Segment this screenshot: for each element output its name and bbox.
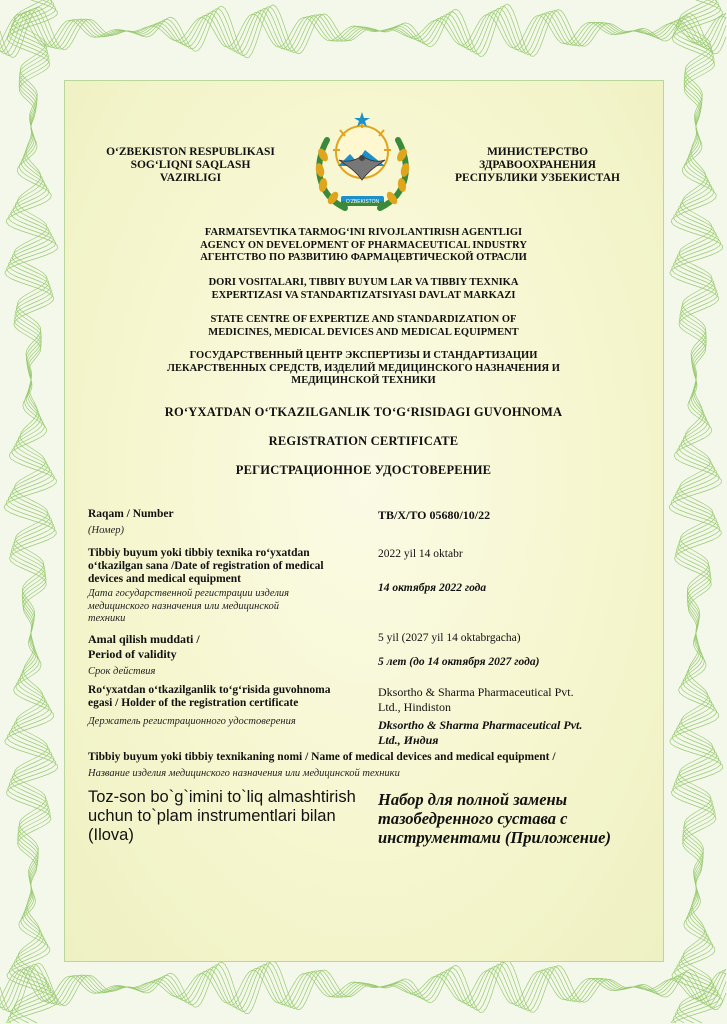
validity-label-line: Period of validity — [88, 647, 177, 661]
centre-uz — [0, 277, 727, 302]
holder-name-line: Dksortho & Sharma Pharmaceutical Pvt. — [378, 685, 574, 699]
ministry-ru — [430, 146, 645, 185]
holder-name-ru — [378, 718, 582, 748]
device-name — [88, 788, 373, 845]
holder-label — [88, 684, 373, 710]
agency-line: AGENCY ON DEVELOPMENT OF PHARMACEUTICAL INDUSTRY — [200, 239, 527, 251]
ministry-uz-line: O‘ZBEKISTON RESPUBLIKASI — [106, 146, 275, 158]
device-name-line: Toz-son bo`g`imini to`liq almashtirish — [88, 788, 356, 806]
device-name-label: Tibbiy buyum yoki tibbiy texnikaning nomi / Name of medical devices and medical equipment / — [88, 751, 556, 763]
centre-uz-line: DORI VOSITALARI, TIBBIY BUYUM LAR VA TIBBIY TEXNIKA — [208, 277, 519, 288]
holder-label-line: egasi / Holder of the registration certificate — [88, 697, 299, 709]
date-label-line: o‘tkazilgan sana /Date of registration of medical — [88, 560, 324, 572]
date-label-line: devices and medical equipment — [88, 573, 242, 585]
holder-label-ru: Держатель регистрационного удостоверения — [88, 716, 296, 727]
ministry-uz — [88, 146, 293, 185]
ministry-ru-line: ЗДРАВООХРАНЕНИЯ — [479, 159, 596, 171]
title-ru: РЕГИСТРАЦИОННОЕ УДОСТОВЕРЕНИЕ — [235, 463, 492, 477]
agency-line: АГЕНТСТВО ПО РАЗВИТИЮ ФАРМАЦЕВТИЧЕСКОЙ ОТРАСЛИ — [200, 252, 527, 263]
number-label: Raqam / Number — [88, 508, 174, 520]
agency-line: FARMATSEVTIKA TARMOG‘INI RIVOJLANTIRISH AGENTLIGI — [204, 227, 523, 238]
title-en: REGISTRATION CERTIFICATE — [268, 434, 459, 448]
centre-ru-line: ГОСУДАРСТВЕННЫЙ ЦЕНТР ЭКСПЕРТИЗЫ И СТАНДАРТИЗАЦИИ — [189, 350, 538, 361]
device-name-ru-line: Набор для полной замены — [378, 790, 568, 809]
validity-period-ru: 5 лет (до 14 октября 2027 года) — [378, 656, 540, 668]
centre-ru-line: ЛЕКАРСТВЕННЫХ СРЕДСТВ, ИЗДЕЛИЙ МЕДИЦИНСКОГО НАЗНАЧЕНИЯ И — [167, 362, 560, 374]
agency-block — [0, 227, 727, 265]
centre-en-line: STATE CENTRE OF EXPERTIZE AND STANDARDIZATION OF — [210, 314, 517, 325]
validity-label — [88, 632, 200, 662]
certificate-number: TB/X/TO 05680/10/22 — [378, 508, 491, 522]
number-label-ru: (Номер) — [88, 525, 125, 536]
ministry-uz-line: VAZIRLIGI — [159, 172, 222, 184]
centre-uz-line: EXPERTIZASI VA STANDARTIZATSIYASI DAVLAT MARKAZI — [211, 289, 516, 301]
state-emblem — [305, 110, 420, 215]
registration-date-ru: 14 октября 2022 года — [378, 582, 487, 594]
centre-ru — [0, 350, 727, 388]
device-name-ru — [378, 790, 658, 847]
registration-date: 2022 yil 14 oktabr — [378, 548, 463, 560]
device-name-ru-line: инструментами (Приложение) — [378, 828, 611, 847]
ministry-ru-line: МИНИСТЕРСТВО — [486, 146, 589, 158]
centre-ru-line: МЕДИЦИНСКОЙ ТЕХНИКИ — [291, 375, 436, 386]
date-label-ru-line: Дата государственной регистрации изделия — [88, 588, 290, 599]
centre-en-line: MEDICINES, MEDICAL DEVICES AND MEDICAL EQUIPMENT — [208, 326, 519, 338]
date-label-ru-line: медицинского назначения или медицинской — [88, 600, 280, 612]
holder-label-line: Ro‘yxatdan o‘tkazilganlik to‘g‘risida guvohnoma — [88, 684, 331, 696]
device-name-line: uchun to`plam instrumentlari bilan — [88, 807, 336, 825]
date-label — [88, 547, 373, 586]
ministry-ru-line: РЕСПУБЛИКИ УЗБЕКИСТАН — [455, 172, 620, 184]
date-label-line: Tibbiy buyum yoki tibbiy texnika ro‘yxatdan — [88, 547, 310, 559]
validity-label-ru: Срок действия — [88, 666, 156, 677]
device-name-label-ru: Название изделия медицинского назначения или медицинской техники — [88, 768, 400, 779]
emblem-ribbon-text: O‘ZBEKISTON — [345, 199, 380, 205]
holder-name-line: Ltd., Hindiston — [378, 700, 452, 714]
holder-name-ru-line: Dksortho & Sharma Pharmaceutical Pvt. — [378, 718, 583, 732]
date-label-ru-line: техники — [88, 613, 126, 624]
device-name-line: (Ilova) — [88, 826, 134, 844]
validity-period: 5 yil (2027 yil 14 oktabrgacha) — [378, 632, 521, 644]
title-uz: RO‘YXATDAN O‘TKAZILGANLIK TO‘G‘RISIDAGI GUVOHNOMA — [164, 405, 563, 419]
centre-en — [0, 314, 727, 339]
holder-name — [378, 685, 574, 715]
ministry-uz-line: SOG‘LIQNI SAQLASH — [130, 159, 251, 171]
holder-name-ru-line: Ltd., Индия — [378, 733, 439, 747]
validity-label-line: Amal qilish muddati / — [88, 632, 200, 646]
date-label-ru — [88, 588, 373, 626]
device-name-ru-line: тазобедренного сустава с — [378, 809, 568, 828]
